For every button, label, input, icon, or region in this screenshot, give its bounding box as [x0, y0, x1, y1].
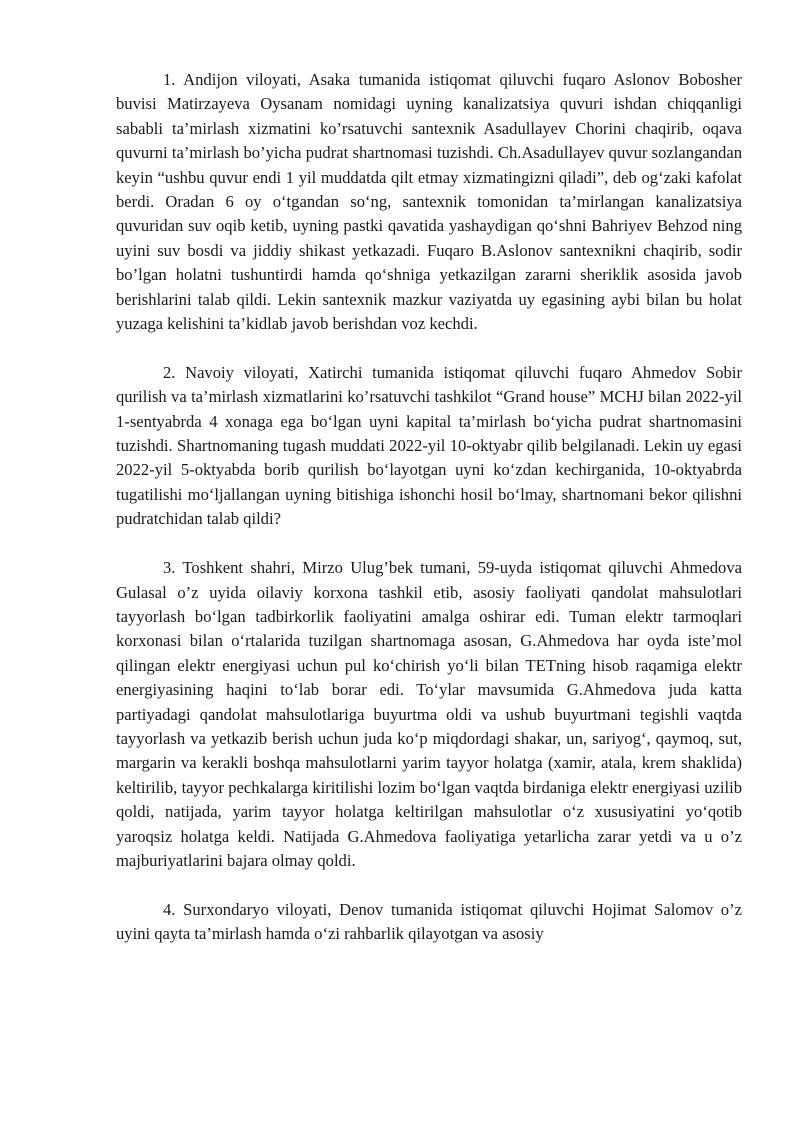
paragraph-case-1: 1. Andijon viloyati, Asaka tumanida istiqomat qiluvchi fuqaro Aslonov Bobosher buvisi Matirzayeva Oysanam nomidagi uyning kanalizatsiya quvuri ishdan chiqqanligi sababli ta’mirlash xizmatini ko’rsatuvchi santexnik Asadullayev Chorini chaqirib, oqava quvurni ta’mirlash bo’yicha pudrat shartnomasi tuzishdi. Ch.Asadullayev quvur sozlangandan keyin “ushbu quvur endi 1 yil muddatda qilt etmay xizmatingizni qiladi”, deb og‘zaki kafolat berdi. Oradan 6 oy o‘tgandan so‘ng, santexnik tomonidan ta’mirlangan kanalizatsiya quvuridan suv oqib ketib, uyning pastki qavatida yashaydigan qo‘shni Bahriyev Behzod ning uyini suv bosdi va jiddiy shikast yetkazadi. Fuqaro B.Aslonov santexnikni chaqirib, sodir bo’lgan holatni tushuntirdi hamda qo‘shniga yetkazilgan zararni sheriklik asosida javob berishlarini talab qildi. Lekin santexnik mazkur vaziyatda uy egasining aybi bilan bu holat yuzaga kelishini ta’kidlab javob berishdan voz kechdi.	[116, 70, 742, 334]
document-page	[116, 68, 742, 971]
paragraph-case-4: 4. Surxondaryo viloyati, Denov tumanida istiqomat qiluvchi Hojimat Salomov o’z uyini qayta ta’mirlash hamda o‘zi rahbarlik qilayotgan va asosiy	[116, 899, 742, 944]
paragraph-case-2: 2. Navoiy viloyati, Xatirchi tumanida istiqomat qiluvchi fuqaro Ahmedov Sobir qurilish va ta’mirlash xizmatlarini ko’rsatuvchi tashkilot “Grand house” MCHJ bilan 2022-yil 1-sentyabrda 4 xonaga ega bo‘lgan uyni kapital ta’mirlash bo‘yicha pudrat shartnomasini tuzishdi. Shartnomaning tugash muddati 2022-yil 10-oktyabr qilib belgilanadi. Lekin uy egasi 2022-yil 5-oktyabda borib qurilish bo‘layotgan uyni ko‘zdan kechirganida, 10-oktyabrda tugatilishi mo‘ljallangan uyning bitishiga ishonchi hosil bo‘lmay, shartnomani bekor qilishni pudratchidan talab qildi?	[116, 362, 742, 529]
paragraph-case-3: 3. Toshkent shahri, Mirzo Ulug’bek tumani, 59-uyda istiqomat qiluvchi Ahmedova Gulasal o’z uyida oilaviy korxona tashkil etib, asosiy faoliyati qandolat mahsulotlari tayyorlash bo‘lgan tadbirkorlik faoliyatini amalga oshirar edi. Tuman elektr tarmoqlari korxonasi bilan o‘rtalarida tuzilgan shartnomaga asosan, G.Ahmedova har oyda iste’mol qilingan elektr energiyasi uchun pul ko‘chirish yo‘li bilan TETning hisob raqamiga elektr energiyasining haqini to‘lab borar edi. To‘ylar mavsumida G.Ahmedova juda katta partiyadagi qandolat mahsulotlariga buyurtma oldi va ushub buyurtmani tegishli vaqtda tayyorlash va yetkazib berish uchun juda ko‘p miqdordagi shakar, un, sariyog‘, qaymoq, sut, margarin va kerakli boshqa mahsulotlarni yarim tayyor holatga (xamir, atala, krem shaklida) keltirilib, tayyor pechkalarga kiritilishi lozim bo‘lgan vaqtda birdaniga elektr energiyasi uzilib qoldi, natijada, yarim tayyor holatga keltirilgan mahsulotlar o‘z xususiyatini yo‘qotib yaroqsiz holatga keldi. Natijada G.Ahmedova faoliyatiga yetarlicha zarar yetdi va u o’z majburiyatlarini bajara olmay qoldi.	[116, 558, 742, 870]
